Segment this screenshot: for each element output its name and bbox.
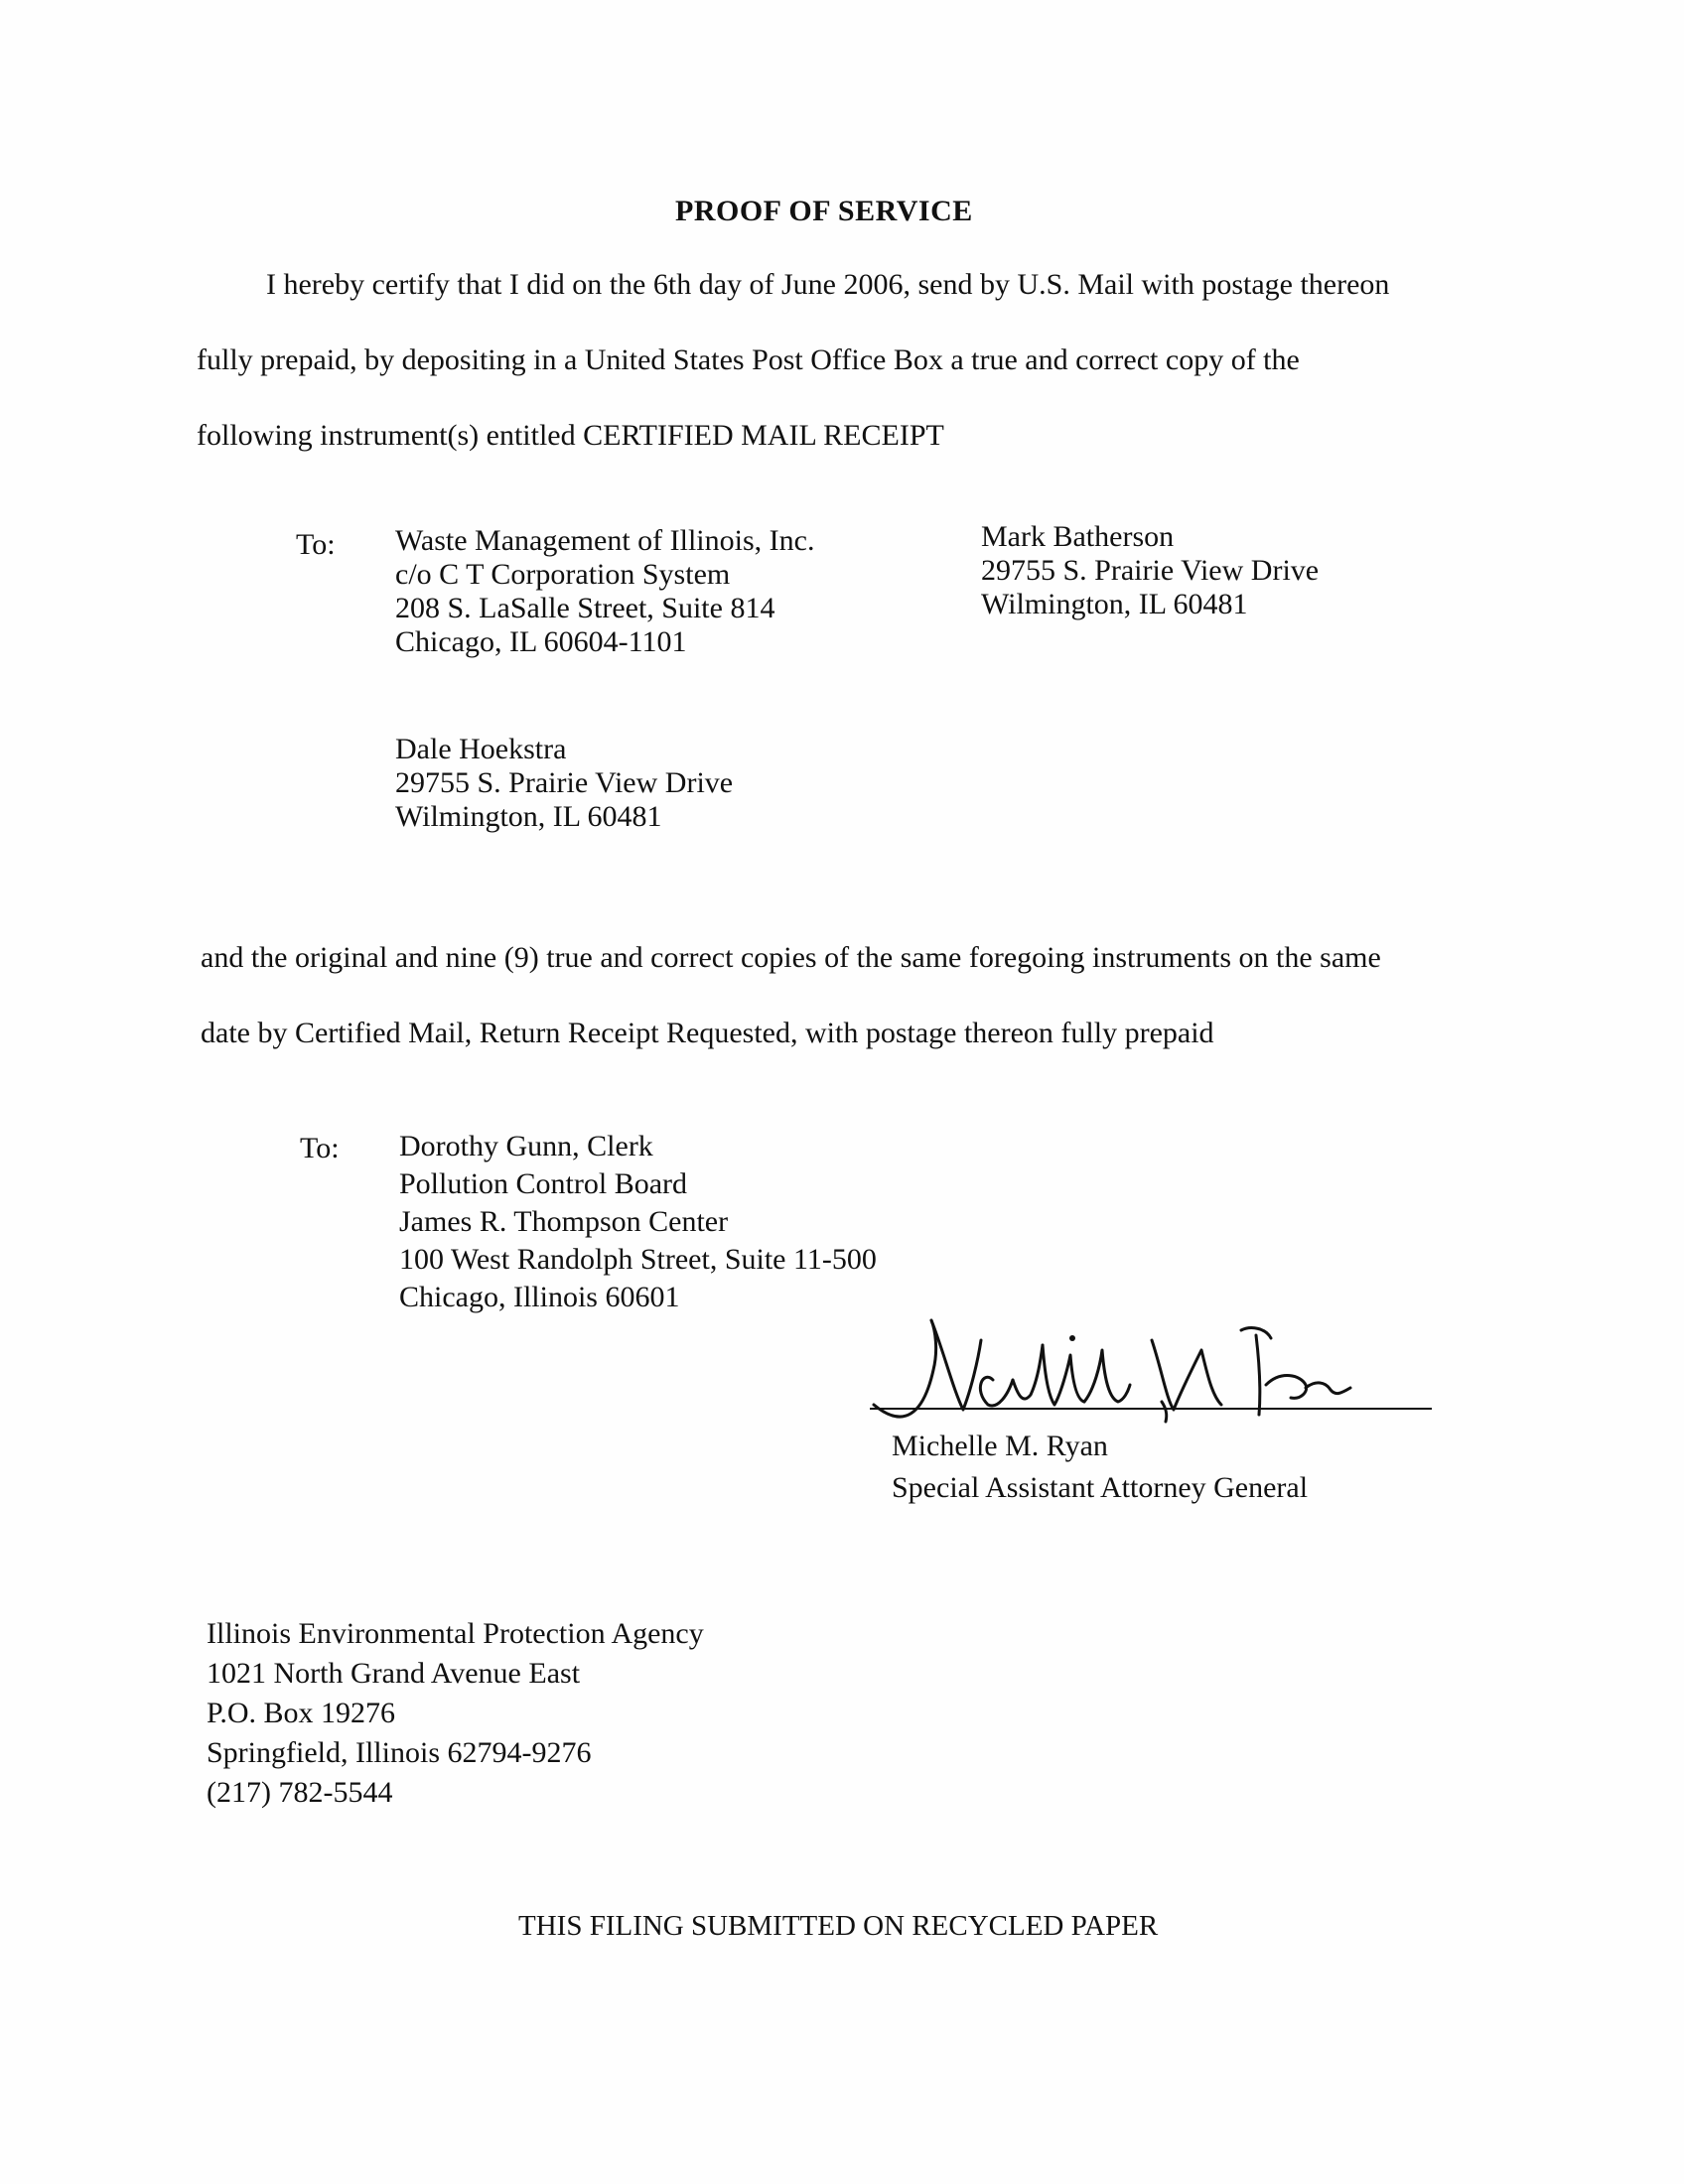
to-label-1: To: bbox=[296, 528, 336, 561]
address-line: James R. Thompson Center bbox=[399, 1205, 729, 1238]
address-line: 29755 S. Prairie View Drive bbox=[981, 554, 1320, 587]
address-line: Springfield, Illinois 62794-9276 bbox=[207, 1736, 592, 1769]
address-line: P.O. Box 19276 bbox=[207, 1697, 396, 1729]
paragraph-1-line-3: following instrument(s) entitled CERTIFIED MAIL RECEIPT bbox=[197, 419, 944, 452]
signer-name: Michelle M. Ryan bbox=[892, 1430, 1108, 1462]
agency-name: Illinois Environmental Protection Agency bbox=[207, 1617, 704, 1650]
address-line: 208 S. LaSalle Street, Suite 814 bbox=[395, 592, 775, 624]
paragraph-1-line-2: fully prepaid, by depositing in a United States Post Office Box a true and correct copy of the bbox=[197, 343, 1300, 376]
phone-number: (217) 782-5544 bbox=[207, 1776, 393, 1809]
address-line: Wilmington, IL 60481 bbox=[981, 588, 1248, 620]
signature-dot bbox=[1069, 1335, 1075, 1341]
agency-address bbox=[207, 1614, 704, 1813]
clerk-address bbox=[399, 1128, 877, 1316]
address-line: 100 West Randolph Street, Suite 11-500 bbox=[399, 1243, 877, 1276]
address-line: Chicago, IL 60604-1101 bbox=[395, 625, 687, 658]
recipient-mark-batherson bbox=[981, 520, 1319, 621]
paragraph-2-line-2: date by Certified Mail, Return Receipt Requested, with postage thereon fully prepaid bbox=[201, 1017, 1214, 1049]
signer-title: Special Assistant Attorney General bbox=[892, 1471, 1309, 1504]
address-line: 29755 S. Prairie View Drive bbox=[395, 766, 734, 799]
address-line: 1021 North Grand Avenue East bbox=[207, 1657, 581, 1690]
recipient-waste-management bbox=[395, 524, 814, 659]
address-line: c/o C T Corporation System bbox=[395, 558, 731, 591]
address-line: Wilmington, IL 60481 bbox=[395, 800, 662, 833]
address-line: Pollution Control Board bbox=[399, 1167, 688, 1200]
address-line: Mark Batherson bbox=[981, 520, 1175, 553]
address-line: Dorothy Gunn, Clerk bbox=[399, 1130, 653, 1162]
address-line: Waste Management of Illinois, Inc. bbox=[395, 524, 815, 557]
page-title: PROOF OF SERVICE bbox=[675, 195, 973, 227]
signature-block bbox=[892, 1426, 1308, 1509]
footer-note: THIS FILING SUBMITTED ON RECYCLED PAPER bbox=[518, 1910, 1159, 1942]
paragraph-2-line-1: and the original and nine (9) true and correct copies of the same foregoing instruments on the same bbox=[201, 941, 1381, 974]
signature-mark bbox=[864, 1310, 1440, 1439]
signature-line bbox=[870, 1408, 1432, 1410]
to-label-2: To: bbox=[300, 1132, 340, 1164]
recipient-dale-hoekstra bbox=[395, 733, 733, 834]
paragraph-1-line-1: I hereby certify that I did on the 6th day of June 2006, send by U.S. Mail with postage thereon bbox=[266, 268, 1390, 301]
address-line: Dale Hoekstra bbox=[395, 733, 567, 765]
address-line: Chicago, Illinois 60601 bbox=[399, 1281, 680, 1313]
